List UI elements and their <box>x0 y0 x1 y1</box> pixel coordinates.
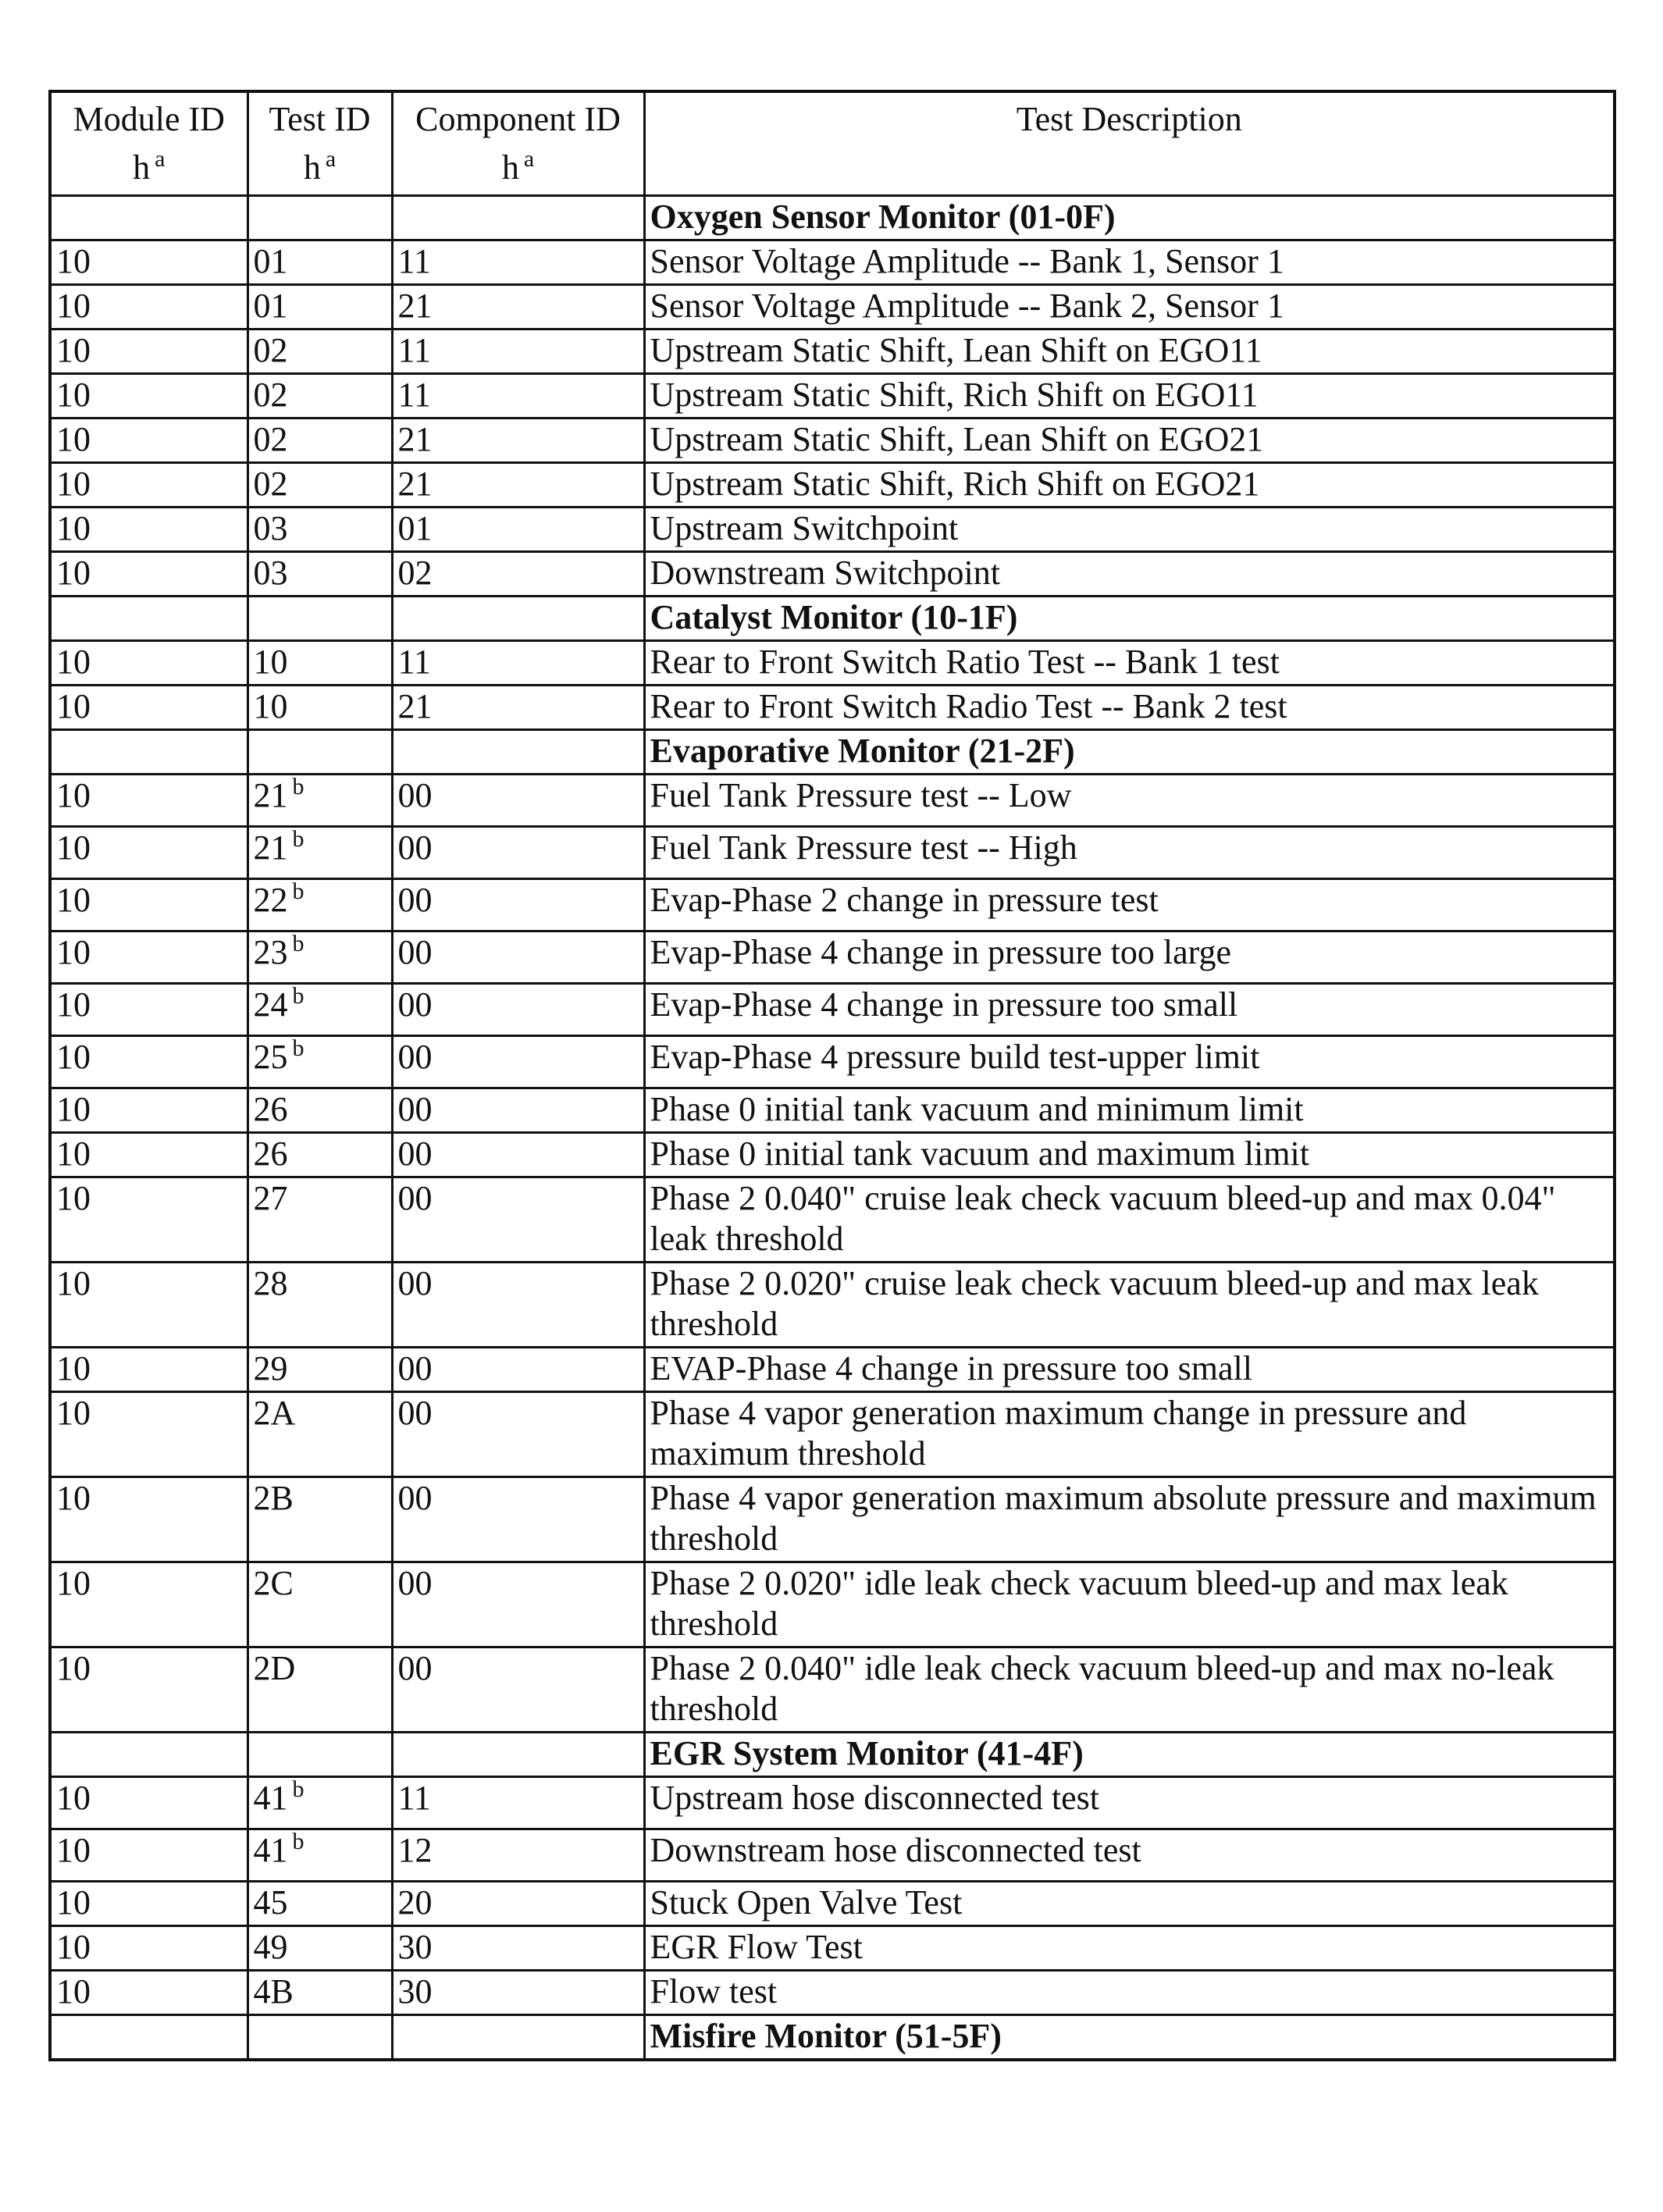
footnote-marker: b <box>292 826 304 852</box>
footnote-marker: b <box>292 931 304 956</box>
test-id-value: 26 <box>253 1134 288 1173</box>
component-id-cell: 00 <box>392 1263 644 1348</box>
table-row <box>50 1562 1615 1647</box>
table-row <box>50 1177 1615 1263</box>
test-id-value: 29 <box>253 1349 288 1387</box>
table-row <box>50 374 1615 419</box>
test-id-cell <box>247 1177 392 1263</box>
test-description-header: Test Description <box>644 91 1615 196</box>
test-id-cell <box>247 1562 392 1647</box>
component-id-cell: 20 <box>392 1882 644 1926</box>
module-id-cell: 10 <box>50 1088 247 1133</box>
component-id-cell: 11 <box>392 240 644 285</box>
test-id-value: 21 <box>253 776 288 814</box>
table-row <box>50 552 1615 597</box>
test-id-value: 02 <box>253 331 288 369</box>
component-id-cell: 00 <box>392 1133 644 1177</box>
table-row <box>50 1263 1615 1348</box>
component-id-cell: 00 <box>392 1562 644 1647</box>
test-id-value: 2B <box>253 1479 294 1517</box>
module-id-cell: 10 <box>50 827 247 879</box>
test-id-value: 45 <box>253 1883 288 1922</box>
test-id-cell <box>247 1829 392 1882</box>
module-id-cell: 10 <box>50 552 247 597</box>
test-description-cell: Phase 2 0.040" cruise leak check vacuum bleed-up and max 0.04" leak threshold <box>644 1177 1615 1263</box>
test-id-cell <box>247 1971 392 2015</box>
test-description-cell: Rear to Front Switch Radio Test -- Bank 2 test <box>644 686 1615 730</box>
module-id-cell: 10 <box>50 641 247 686</box>
table-row <box>50 1926 1615 1971</box>
section-row <box>50 2015 1615 2061</box>
footnote-marker: b <box>292 983 304 1009</box>
component-id-cell: 00 <box>392 775 644 827</box>
table-row <box>50 1647 1615 1733</box>
test-id-header <box>247 91 392 196</box>
module-id-cell: 10 <box>50 775 247 827</box>
test-id-value: 2D <box>253 1649 296 1687</box>
empty-cell <box>247 2015 392 2061</box>
component-id-cell: 21 <box>392 285 644 329</box>
test-id-value: 01 <box>253 242 288 280</box>
test-id-cell <box>247 463 392 508</box>
test-id-value: 2A <box>253 1394 296 1432</box>
component-id-cell: 11 <box>392 329 644 374</box>
module-id-cell: 10 <box>50 1926 247 1971</box>
table-row <box>50 641 1615 686</box>
test-description-cell: Phase 0 initial tank vacuum and maximum limit <box>644 1133 1615 1177</box>
empty-cell <box>247 196 392 240</box>
test-description-cell: Evap-Phase 4 change in pressure too small <box>644 984 1615 1036</box>
test-id-header-label: Test ID <box>269 100 371 138</box>
table-row <box>50 329 1615 374</box>
module-id-cell: 10 <box>50 1882 247 1926</box>
component-id-cell: 12 <box>392 1829 644 1882</box>
module-id-cell: 10 <box>50 1348 247 1392</box>
table-row <box>50 1036 1615 1088</box>
test-description-cell: Upstream Switchpoint <box>644 508 1615 552</box>
test-id-cell <box>247 329 392 374</box>
test-id-cell <box>247 775 392 827</box>
test-description-cell: Phase 2 0.020" idle leak check vacuum bleed-up and max leak threshold <box>644 1562 1615 1647</box>
section-row <box>50 1733 1615 1777</box>
test-description-cell: Phase 4 vapor generation maximum absolute pressure and maximum threshold <box>644 1477 1615 1562</box>
test-id-value: 10 <box>253 643 288 681</box>
empty-cell <box>392 597 644 641</box>
test-id-value: 02 <box>253 376 288 414</box>
obd-test-table <box>48 90 1616 2061</box>
footnote-marker: b <box>292 1776 304 1802</box>
module-id-cell: 10 <box>50 879 247 931</box>
test-id-value: 03 <box>253 509 288 547</box>
table-row <box>50 419 1615 463</box>
table-row <box>50 1971 1615 2015</box>
module-id-cell: 10 <box>50 1392 247 1477</box>
component-id-cell: 02 <box>392 552 644 597</box>
table-row <box>50 686 1615 730</box>
test-id-cell <box>247 984 392 1036</box>
empty-cell <box>392 2015 644 2061</box>
component-id-cell: 00 <box>392 1477 644 1562</box>
module-id-cell: 10 <box>50 329 247 374</box>
test-id-cell <box>247 1777 392 1829</box>
test-id-cell <box>247 1882 392 1926</box>
test-description-cell: Fuel Tank Pressure test -- High <box>644 827 1615 879</box>
table-row <box>50 879 1615 931</box>
section-title: Catalyst Monitor (10-1F) <box>644 597 1615 641</box>
test-description-cell: Evap-Phase 4 change in pressure too large <box>644 931 1615 984</box>
test-description-cell: Downstream Switchpoint <box>644 552 1615 597</box>
component-id-cell: 21 <box>392 463 644 508</box>
test-id-value: 24 <box>253 985 288 1024</box>
test-id-value: 10 <box>253 687 288 725</box>
test-id-cell <box>247 641 392 686</box>
table-row <box>50 1477 1615 1562</box>
section-title: Evaporative Monitor (21-2F) <box>644 730 1615 775</box>
footnote-marker: b <box>292 1829 304 1854</box>
test-description-cell: EVAP-Phase 4 change in pressure too small <box>644 1348 1615 1392</box>
test-id-cell <box>247 1348 392 1392</box>
test-id-value: 22 <box>253 881 288 919</box>
section-title: Oxygen Sensor Monitor (01-0F) <box>644 196 1615 240</box>
module-id-header-label: Module ID <box>73 100 225 138</box>
test-id-value: 03 <box>253 554 288 592</box>
component-id-header-unit: h $^a$ <box>501 146 535 187</box>
test-id-cell <box>247 1133 392 1177</box>
test-id-cell <box>247 1926 392 1971</box>
test-id-value: 49 <box>253 1928 288 1966</box>
test-id-value: 01 <box>253 287 288 325</box>
section-row <box>50 597 1615 641</box>
module-id-cell: 10 <box>50 508 247 552</box>
empty-cell <box>392 196 644 240</box>
test-description-cell: Evap-Phase 2 change in pressure test <box>644 879 1615 931</box>
section-row <box>50 196 1615 240</box>
test-id-cell <box>247 552 392 597</box>
test-id-cell <box>247 508 392 552</box>
module-id-cell: 10 <box>50 463 247 508</box>
module-id-cell: 10 <box>50 686 247 730</box>
empty-cell <box>392 730 644 775</box>
test-id-cell <box>247 931 392 984</box>
module-id-cell: 10 <box>50 419 247 463</box>
test-id-cell <box>247 374 392 419</box>
module-id-cell: 10 <box>50 1036 247 1088</box>
test-description-cell: Evap-Phase 4 pressure build test-upper limit <box>644 1036 1615 1088</box>
module-id-cell: 10 <box>50 1647 247 1733</box>
empty-cell <box>247 597 392 641</box>
module-id-cell: 10 <box>50 931 247 984</box>
test-description-cell: Upstream Static Shift, Lean Shift on EGO21 <box>644 419 1615 463</box>
test-id-value: 02 <box>253 465 288 503</box>
test-id-cell <box>247 1392 392 1477</box>
test-id-value: 28 <box>253 1264 288 1302</box>
test-description-cell: Upstream Static Shift, Lean Shift on EGO11 <box>644 329 1615 374</box>
test-description-cell: Fuel Tank Pressure test -- Low <box>644 775 1615 827</box>
test-description-cell: Phase 2 0.040" idle leak check vacuum bleed-up and max no-leak threshold <box>644 1647 1615 1733</box>
table-row <box>50 1348 1615 1392</box>
module-id-cell: 10 <box>50 1971 247 2015</box>
test-description-cell: EGR Flow Test <box>644 1926 1615 1971</box>
test-id-header-unit: h $^a$ <box>303 146 337 187</box>
section-title: EGR System Monitor (41-4F) <box>644 1733 1615 1777</box>
component-id-cell: 00 <box>392 1177 644 1263</box>
component-id-header-label: Component ID <box>415 100 621 138</box>
module-id-cell: 10 <box>50 1263 247 1348</box>
test-description-cell: Stuck Open Valve Test <box>644 1882 1615 1926</box>
empty-cell <box>50 730 247 775</box>
module-id-header-unit: h $^a$ <box>133 146 166 187</box>
empty-cell <box>50 2015 247 2061</box>
test-id-cell <box>247 1088 392 1133</box>
footnote-marker: b <box>292 1035 304 1061</box>
module-id-cell: 10 <box>50 1562 247 1647</box>
table-row <box>50 1777 1615 1829</box>
test-id-cell <box>247 686 392 730</box>
test-description-cell: Sensor Voltage Amplitude -- Bank 2, Sensor 1 <box>644 285 1615 329</box>
component-id-cell: 21 <box>392 419 644 463</box>
header-row <box>50 91 1615 196</box>
test-id-cell <box>247 1477 392 1562</box>
empty-cell <box>50 597 247 641</box>
component-id-cell: 00 <box>392 931 644 984</box>
table-row <box>50 1882 1615 1926</box>
test-id-value: 26 <box>253 1090 288 1128</box>
module-id-cell: 10 <box>50 1829 247 1882</box>
component-id-cell: 11 <box>392 374 644 419</box>
module-id-cell: 10 <box>50 1133 247 1177</box>
component-id-cell: 21 <box>392 686 644 730</box>
table-row <box>50 984 1615 1036</box>
module-id-cell: 10 <box>50 374 247 419</box>
section-row <box>50 730 1615 775</box>
component-id-cell: 00 <box>392 1392 644 1477</box>
component-id-cell: 11 <box>392 641 644 686</box>
footnote-marker: b <box>292 774 304 800</box>
module-id-cell: 10 <box>50 984 247 1036</box>
table-row <box>50 240 1615 285</box>
test-id-value: 41 <box>253 1779 288 1817</box>
module-id-cell: 10 <box>50 240 247 285</box>
table-row <box>50 1392 1615 1477</box>
test-id-value: 41 <box>253 1831 288 1869</box>
table-row <box>50 931 1615 984</box>
module-id-header <box>50 91 247 196</box>
footnote-marker: b <box>292 878 304 904</box>
component-id-cell: 00 <box>392 1348 644 1392</box>
component-id-cell: 01 <box>392 508 644 552</box>
test-id-value: 23 <box>253 933 288 971</box>
test-id-cell <box>247 240 392 285</box>
module-id-cell: 10 <box>50 1477 247 1562</box>
module-id-cell: 10 <box>50 1177 247 1263</box>
table-row <box>50 1088 1615 1133</box>
test-description-cell: Phase 0 initial tank vacuum and minimum limit <box>644 1088 1615 1133</box>
test-description-cell: Downstream hose disconnected test <box>644 1829 1615 1882</box>
test-description-cell: Upstream Static Shift, Rich Shift on EGO11 <box>644 374 1615 419</box>
test-id-value: 2C <box>253 1564 294 1602</box>
module-id-cell: 10 <box>50 1777 247 1829</box>
test-description-cell: Phase 4 vapor generation maximum change in pressure and maximum threshold <box>644 1392 1615 1477</box>
table-body <box>50 196 1615 2061</box>
test-description-cell: Flow test <box>644 1971 1615 2015</box>
test-id-cell <box>247 285 392 329</box>
table-row <box>50 508 1615 552</box>
component-id-header <box>392 91 644 196</box>
test-id-cell <box>247 419 392 463</box>
test-description-cell: Sensor Voltage Amplitude -- Bank 1, Sensor 1 <box>644 240 1615 285</box>
section-title: Misfire Monitor (51-5F) <box>644 2015 1615 2061</box>
test-id-value: 27 <box>253 1179 288 1217</box>
empty-cell <box>50 196 247 240</box>
test-id-value: 4B <box>253 1972 294 2011</box>
component-id-cell: 00 <box>392 1088 644 1133</box>
component-id-cell: 00 <box>392 827 644 879</box>
table-row <box>50 775 1615 827</box>
test-description-cell: Phase 2 0.020" cruise leak check vacuum bleed-up and max leak threshold <box>644 1263 1615 1348</box>
table-row <box>50 1133 1615 1177</box>
component-id-cell: 11 <box>392 1777 644 1829</box>
test-id-cell <box>247 1036 392 1088</box>
component-id-cell: 00 <box>392 879 644 931</box>
test-description-cell: Rear to Front Switch Ratio Test -- Bank 1 test <box>644 641 1615 686</box>
test-id-cell <box>247 1647 392 1733</box>
component-id-cell: 00 <box>392 984 644 1036</box>
test-id-value: 25 <box>253 1038 288 1076</box>
table-row <box>50 1829 1615 1882</box>
empty-cell <box>247 1733 392 1777</box>
table-header <box>50 91 1615 196</box>
empty-cell <box>392 1733 644 1777</box>
module-id-cell: 10 <box>50 285 247 329</box>
test-id-cell <box>247 879 392 931</box>
component-id-cell: 30 <box>392 1971 644 2015</box>
component-id-cell: 00 <box>392 1036 644 1088</box>
table-row <box>50 827 1615 879</box>
empty-cell <box>247 730 392 775</box>
component-id-cell: 00 <box>392 1647 644 1733</box>
component-id-cell: 30 <box>392 1926 644 1971</box>
table-row <box>50 463 1615 508</box>
test-description-cell: Upstream hose disconnected test <box>644 1777 1615 1829</box>
test-id-cell <box>247 1263 392 1348</box>
test-description-cell: Upstream Static Shift, Rich Shift on EGO21 <box>644 463 1615 508</box>
test-id-cell <box>247 827 392 879</box>
test-id-value: 02 <box>253 420 288 458</box>
empty-cell <box>50 1733 247 1777</box>
table-row <box>50 285 1615 329</box>
test-id-value: 21 <box>253 828 288 867</box>
